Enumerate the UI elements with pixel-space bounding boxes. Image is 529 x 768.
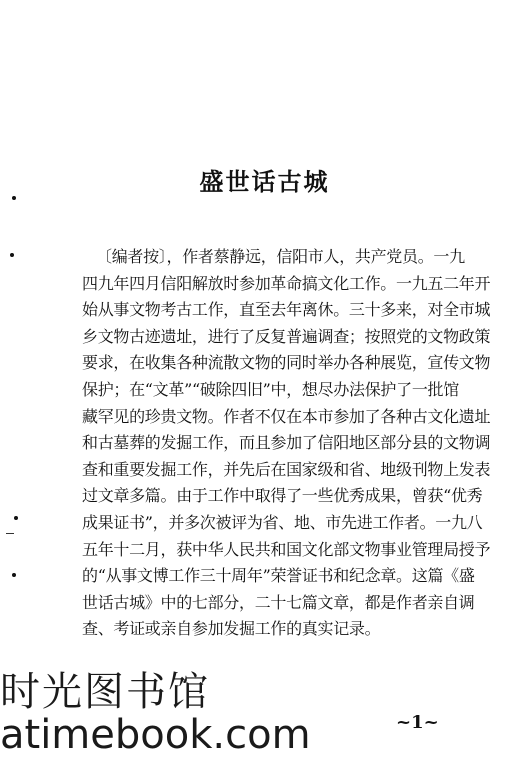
page-title: 盛世话古城	[199, 167, 330, 196]
editor-note-line: 过文章多篇。由于工作中取得了一些优秀成果，曾获“优秀	[82, 486, 483, 506]
editor-note-line: 始从事文物考古工作，直至去年离休。三十多来，对全市城	[82, 300, 491, 320]
margin-tick	[6, 533, 14, 534]
editor-note-line: 的“从事文博工作三十周年”荣誉证书和纪念章。这篇《盛	[82, 566, 475, 586]
margin-dot	[10, 253, 14, 257]
editor-note-line: 世话古城》中的七部分，二十七篇文章，都是作者亲自调	[82, 592, 475, 612]
page-number: ~1~	[396, 712, 439, 733]
editor-note-line: 成果证书”，并多次被评为省、地、市先进工作者。一九八	[82, 512, 483, 532]
editor-note-line: 保护；在“文革”“破除四旧”中，想尽办法保护了一批馆	[82, 379, 459, 399]
editor-note-line: 五年十二月，获中华人民共和国文化部文物事业管理局授予	[82, 539, 491, 559]
watermark-chinese: 时光图书馆	[0, 669, 210, 715]
editor-note	[82, 244, 490, 643]
margin-dot	[12, 196, 16, 200]
margin-dot	[12, 573, 16, 577]
editor-note-line: 和古墓葬的发掘工作，而且参加了信阳地区部分县的文物调	[82, 433, 491, 453]
editor-note-line: 藏罕见的珍贵文物。作者不仅在本市参加了各种古文化遗址	[82, 406, 491, 426]
editor-note-line: 〔编者按〕，作者蔡静远，信阳市人，共产党员。一九	[96, 247, 465, 266]
margin-dot	[14, 516, 18, 520]
editor-note-line: 要求，在收集各种流散文物的同时举办各种展览，宣传文物	[82, 353, 491, 373]
editor-note-line: 查和重要发掘工作，并先后在国家级和省、地级刊物上发表	[82, 459, 491, 479]
editor-note-line: 查、考证或亲自参加发掘工作的真实记录。	[82, 619, 381, 639]
editor-note-line: 乡文物古迹遗址，进行了反复普遍调查；按照党的文物政策	[82, 326, 491, 346]
editor-note-line: 四九年四月信阳解放时参加革命搞文化工作。一九五二年开	[82, 273, 491, 293]
watermark-url: atimebook.com	[0, 712, 311, 758]
